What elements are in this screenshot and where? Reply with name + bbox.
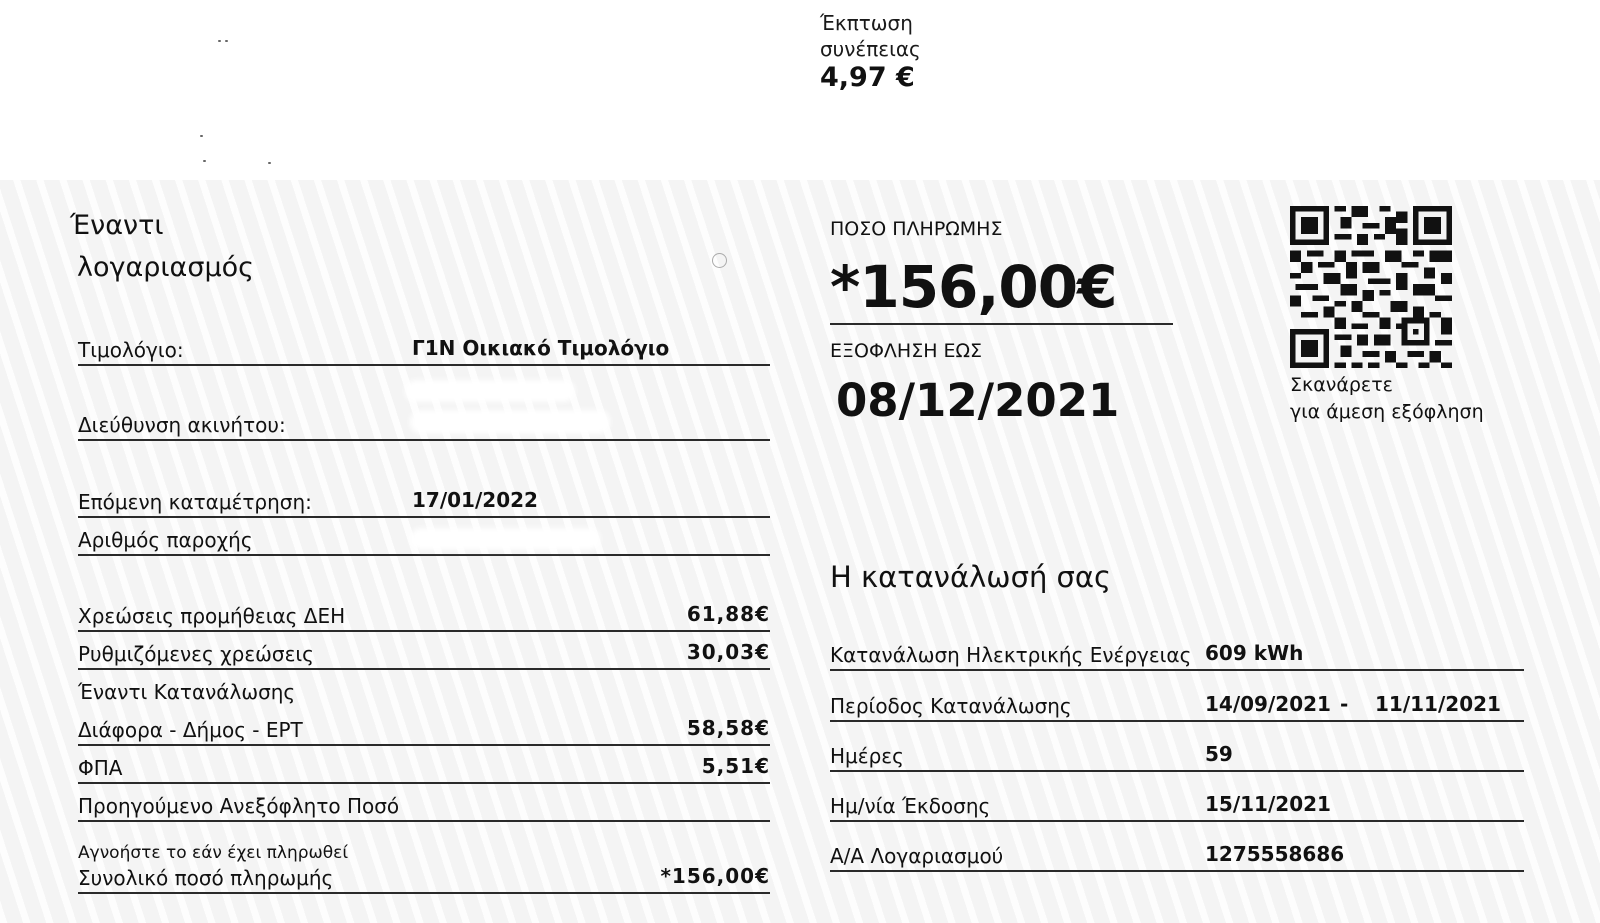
scan-speck — [225, 40, 228, 42]
payment-amount-label: ΠΟΣΟ ΠΛΗΡΩΜΗΣ — [830, 218, 1003, 240]
next-reading-value: 17/01/2022 — [412, 488, 538, 512]
redacted-supply-number — [410, 528, 600, 550]
due-date: 08/12/2021 — [836, 374, 1120, 427]
scan-speck — [203, 160, 206, 162]
period-to: 11/11/2021 — [1375, 692, 1501, 716]
scan-speck — [268, 162, 271, 164]
period-separator: - — [1340, 692, 1349, 716]
charge-label: Έναντι Κατανάλωσης — [78, 680, 296, 704]
charge-label: Διάφορα - Δήμος - ΕΡΤ — [78, 718, 303, 742]
charge-amount: 61,88€ — [686, 602, 770, 626]
tariff-label: Τιμολόγιο: — [78, 338, 184, 362]
charge-row — [78, 596, 770, 632]
charge-row — [78, 672, 770, 706]
charge-row — [78, 634, 770, 670]
consumption-value: 609 kWh — [1205, 641, 1304, 665]
payment-amount: *156,00€ — [830, 253, 1117, 321]
consumption-value: 1275558686 — [1205, 842, 1345, 866]
consumption-value: 15/11/2021 — [1205, 792, 1331, 816]
charge-label: ΦΠΑ — [78, 756, 123, 780]
charge-amount: 58,58€ — [686, 716, 770, 740]
discount-value: 4,97 € — [820, 62, 915, 93]
tariff-value: Γ1Ν Οικιακό Τιμολόγιο — [412, 336, 670, 360]
scan-speck — [200, 135, 203, 137]
qr-code-icon[interactable] — [1290, 206, 1452, 368]
supply-number-label: Αριθμός παροχής — [78, 528, 253, 552]
consumption-value: 59 — [1205, 742, 1233, 766]
period-from: 14/09/2021 — [1205, 692, 1331, 716]
charge-label: Ρυθμιζόμενες χρεώσεις — [78, 642, 314, 666]
consumption-row — [830, 836, 1524, 872]
charge-label: Συνολικό ποσό πληρωμής — [78, 866, 334, 890]
charge-row — [78, 710, 770, 746]
consumption-row — [830, 786, 1524, 822]
charge-row — [78, 786, 770, 822]
charge-row — [78, 748, 770, 784]
circle-icon — [712, 253, 727, 268]
next-reading-label: Επόμενη καταμέτρηση: — [78, 490, 312, 514]
consumption-label: Ημ/νία Έκδοσης — [830, 794, 991, 818]
redacted-address-1 — [405, 380, 575, 402]
charge-amount: 30,03€ — [686, 640, 770, 664]
charge-label: Χρεώσεις προμήθειας ΔΕΗ — [78, 604, 346, 628]
consumption-label: Ημέρες — [830, 744, 904, 768]
tariff-row — [78, 330, 770, 366]
due-label: ΕΞΟΦΛΗΣΗ ΕΩΣ — [830, 340, 983, 362]
charge-amount: 5,51€ — [701, 754, 770, 778]
consumption-label: Α/Α Λογαριασμού — [830, 844, 1004, 868]
consumption-label: Περίοδος Κατανάλωσης — [830, 694, 1072, 718]
qr-caption — [1290, 372, 1484, 426]
consumption-label: Κατανάλωση Ηλεκτρικής Ενέργειας — [830, 643, 1192, 667]
payment-divider — [830, 323, 1173, 325]
consumption-period-row — [830, 686, 1524, 722]
top-section — [0, 0, 1600, 180]
qr-caption-line2: για άμεση εξόφληση — [1290, 401, 1484, 423]
redacted-address-2 — [410, 410, 610, 434]
account-title — [70, 205, 254, 289]
charge-amount: *156,00€ — [660, 864, 770, 888]
charge-label: Προηγούμενο Ανεξόφλητο Ποσό — [78, 794, 400, 818]
qr-caption-line1: Σκανάρετε — [1290, 374, 1393, 396]
scan-speck — [218, 40, 221, 42]
charges-note: Αγνοήστε το εάν έχει πληρωθεί — [78, 843, 349, 863]
account-title-line2: λογαριασμός — [77, 252, 255, 283]
consumption-row — [830, 736, 1524, 772]
total-row — [78, 858, 770, 894]
discount-label: Έκπτωση συνέπειας — [820, 11, 921, 61]
consumption-row — [830, 635, 1524, 671]
account-title-line1: Έναντι — [70, 210, 164, 241]
next-reading-row — [78, 482, 770, 518]
consumption-title: Η κατανάλωσή σας — [830, 560, 1112, 594]
address-label: Διεύθυνση ακινήτου: — [78, 413, 286, 437]
